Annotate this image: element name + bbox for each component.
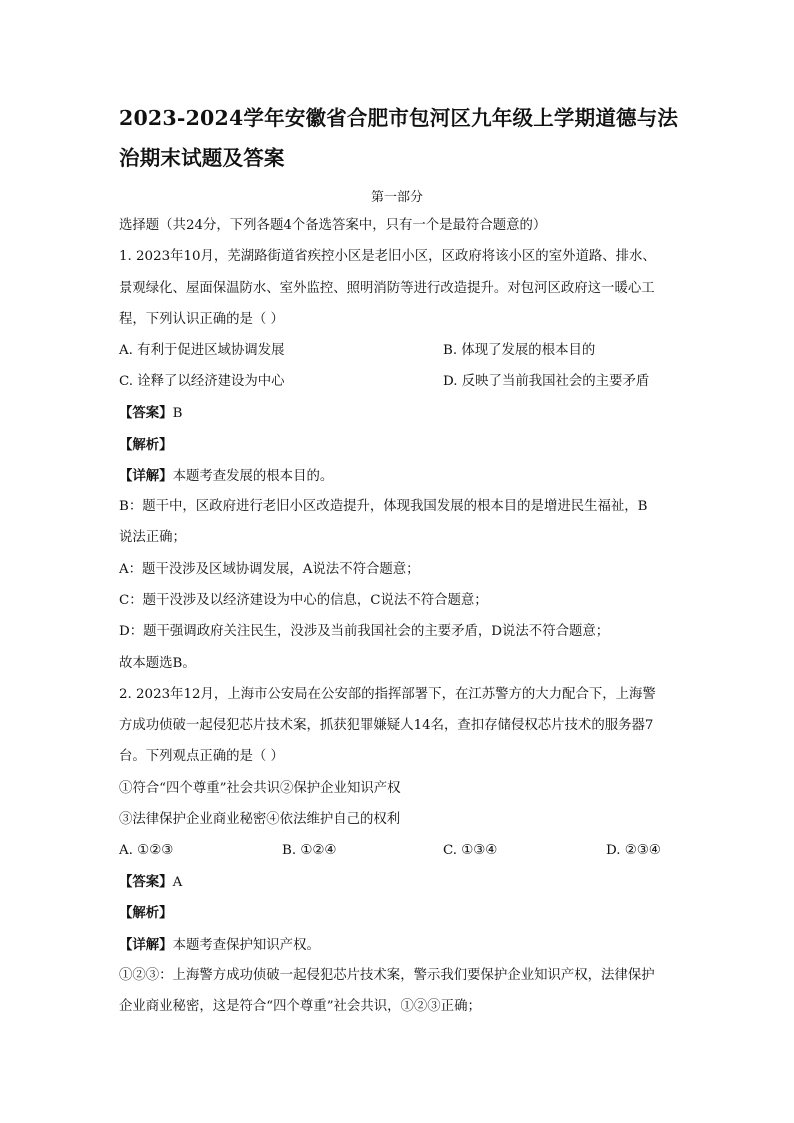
q2-stem-line-1: 2. 2023年12月，上海市公安局在公安部的指挥部署下，在江苏警方的大力配合下，上海警 (119, 687, 656, 702)
q2-answer-value: A (172, 875, 183, 890)
q1-stem-line-3: 程，下列认识正确的是（ ） (119, 312, 284, 327)
q1-analysis-tag: 【解析】 (119, 437, 173, 453)
q1-detail-text: 本题考查发展的根本目的。 (172, 469, 334, 484)
q1-stem-line-2: 景观绿化、屋面保温防水、室外监控、照明消防等进行改造提升。对包河区政府这一暖心工 (119, 281, 655, 296)
q1-detail-label: 【详解】 (119, 468, 173, 484)
q2-option-a: A. ①②③ (119, 843, 174, 858)
q1-answer-value: B (172, 406, 183, 421)
q1-explanation-line: B：题干中，区政府进行老旧小区改造提升，体现我国发展的根本目的是增进民生福祉，B (119, 499, 648, 514)
q1-option-a: A. 有利于促进区域协调发展 (119, 343, 285, 358)
q1-explanation-line: A：题干没涉及区域协调发展，A说法不符合题意； (119, 562, 420, 577)
q2-detail-text: 本题考查保护知识产权。 (172, 938, 320, 953)
q2-detail-label: 【详解】 (119, 937, 173, 953)
q1-detail (119, 467, 679, 486)
q1-option-d: D. 反映了当前我国社会的主要矛盾 (443, 374, 650, 389)
q1-explanation-line: 说法正确； (119, 530, 186, 545)
q2-option-d: D. ②③④ (606, 843, 661, 858)
q2-detail (119, 936, 679, 955)
q2-answer-label: 【答案】 (119, 874, 173, 890)
section-heading: 第一部分 (370, 190, 423, 205)
q2-answer (119, 873, 679, 892)
q2-stem-line-2: 方成功侦破一起侵犯芯片技术案，抓获犯罪嫌疑人14名，查扣存储侵权芯片技术的服务器7 (119, 718, 654, 733)
q2-explanation-line: ①②③：上海警方成功侦破一起侵犯芯片技术案，警示我们要保护企业知识产权，法律保护 (119, 968, 655, 983)
q1-option-c: C. 诠释了以经济建设为中心 (119, 374, 285, 389)
q2-option-c: C. ①③④ (443, 843, 498, 858)
q2-explanation-line: 企业商业秘密，这是符合“四个尊重”社会共识，①②③正确； (119, 999, 481, 1014)
document-title: 2023-2024学年安徽省合肥市包河区九年级上学期道德与法治期末试题及答案 (119, 106, 679, 170)
q2-analysis-label (119, 904, 679, 923)
q2-statements-line-2: ③法律保护企业商业秘密④依法维护自己的权利 (119, 812, 401, 827)
q1-option-b: B. 体现了发展的根本目的 (443, 343, 596, 358)
q2-statements-line-1: ①符合“四个尊重”社会共识②保护企业知识产权 (119, 781, 401, 796)
q1-stem-line-1: 1. 2023年10月，芜湖路街道省疾控小区是老旧小区，区政府将该小区的室外道路、排水、 (119, 249, 656, 264)
q1-conclusion: 故本题选B。 (119, 656, 196, 671)
q1-explanation-line: C：题干没涉及以经济建设为中心的信息，C说法不符合题意； (119, 593, 488, 608)
q2-stem-line-3: 台。下列观点正确的是（ ） (119, 749, 284, 764)
q1-explanation-line: D：题干强调政府关注民生，没涉及当前我国社会的主要矛盾，D说法不符合题意； (119, 624, 610, 639)
q2-option-b: B. ①②④ (282, 843, 337, 858)
q1-answer (119, 404, 679, 423)
q1-answer-label: 【答案】 (119, 405, 173, 421)
instructions: 选择题（共24分，下列各题4个备选答案中，只有一个是最符合题意的） (119, 218, 547, 233)
q1-analysis-label (119, 436, 679, 455)
q2-analysis-tag: 【解析】 (119, 905, 173, 921)
